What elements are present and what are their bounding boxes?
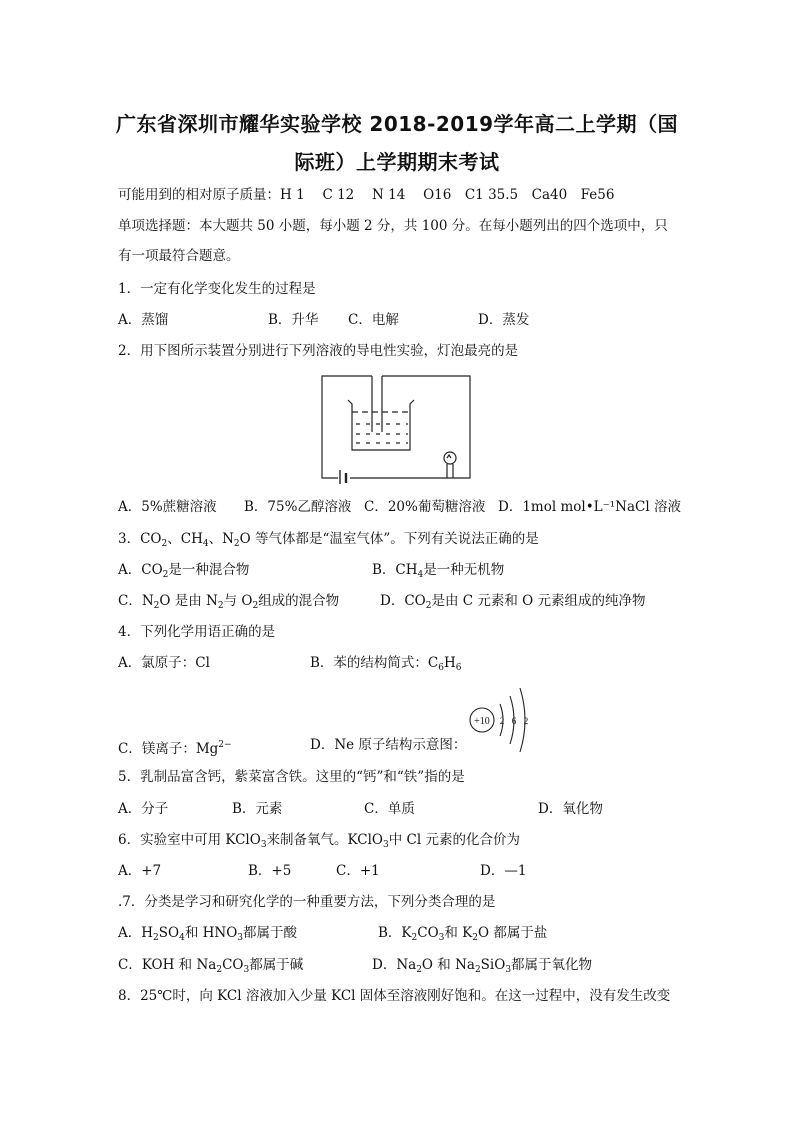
question-4-stem: 4．下列化学用语正确的是 — [118, 624, 276, 640]
q2-option-a: A．5%蔗糖溶液 — [118, 499, 217, 515]
instructions-line2: 有一项最符合题意。 — [118, 248, 240, 264]
atomic-mass-note: 可能用到的相对原子质量：H 1 C 12 N 14 O16 C1 35.5 Ca40 Fe56 — [118, 187, 615, 203]
q5-option-c: C．单质 — [364, 801, 415, 817]
q5-option-d: D．氧化物 — [538, 801, 603, 817]
q2-option-b: B．75%乙醇溶液 — [244, 499, 352, 515]
q2-option-d: D．1mol mol•L⁻¹NaCl 溶液 — [498, 499, 681, 515]
shell-1-electrons: 2 — [499, 716, 505, 726]
q1-option-b: B．升华 — [268, 312, 319, 328]
q6-option-d: D．—1 — [480, 863, 527, 879]
q5-option-a: A．分子 — [118, 801, 169, 817]
question-7-stem: .7．分类是学习和研究化学的一种重要方法，下列分类合理的是 — [118, 894, 496, 910]
question-3-stem: 3．$CO_2$、$CH_4$、$N_2O$ 等气体都是“温室气体”。下列有关说法正确的是 — [118, 531, 539, 549]
question-1-stem: 1．一定有化学变化发生的过程是 — [118, 281, 316, 297]
q7-option-d: D．$Na_2O$ 和 $Na_2SiO_3$都属于氧化物 — [372, 957, 593, 975]
q4-option-b: B．苯的结构简式：$C_6H_6$ — [310, 655, 462, 673]
ne-atom-structure-diagram — [462, 682, 534, 754]
exam-title-line2: 际班）上学期期末考试 — [294, 150, 500, 174]
q3-option-a: A．$CO_2$是一种混合物 — [118, 562, 250, 580]
exam-title-line1: 广东省深圳市耀华实验学校 2018-2019学年高二上学期（国 — [115, 112, 679, 136]
q6-option-a: A．+7 — [118, 863, 162, 879]
q7-option-b: B．$K_2CO_3$和 $K_2O$ 都属于盐 — [378, 925, 548, 943]
q4-option-c: C．镁离子：$Mg^{2-}$ — [118, 740, 232, 757]
q1-option-a: A．蒸馏 — [118, 312, 169, 328]
nucleus-charge: +10 — [474, 716, 490, 727]
shell-2-electrons: 6 — [511, 716, 517, 726]
question-2-stem: 2．用下图所示装置分别进行下列溶液的导电性实验，灯泡最亮的是 — [118, 343, 519, 359]
question-6-stem: 6．实验室中可用 KClO$_3$来制备氧气。KClO$_3$中 Cl 元素的化合价为 — [118, 832, 520, 850]
q1-option-d: D．蒸发 — [478, 312, 530, 328]
question-8-stem: 8．25℃时，向 KCl 溶液加入少量 KCl 固体至溶液刚好饱和。在这一过程中，没有发生改变 — [118, 988, 671, 1004]
q4-option-d: D．Ne 原子结构示意图： — [310, 737, 467, 753]
q4-option-a: A．氯原子：Cl — [118, 655, 210, 671]
q1-option-c: C．电解 — [348, 312, 399, 328]
q5-option-b: B．元素 — [232, 801, 283, 817]
conductivity-apparatus-diagram — [318, 370, 478, 484]
question-5-stem: 5．乳制品富含钙，紫菜富含铁。这里的“钙”和“铁”指的是 — [118, 769, 465, 785]
q7-option-c: C．KOH 和 $Na_2CO_3$都属于碱 — [118, 957, 304, 975]
shell-3-electrons: 2 — [523, 716, 529, 726]
q3-option-d: D．$CO_2$是由 C 元素和 O 元素组成的纯净物 — [380, 593, 646, 611]
q6-option-b: B．+5 — [248, 863, 292, 879]
instructions-line1: 单项选择题：本大题共 50 小题，每小题 2 分，共 100 分。在每小题列出的四个选项中，只 — [118, 218, 668, 234]
q2-option-c: C．20%葡萄糖溶液 — [364, 499, 486, 515]
q3-option-b: B．$CH_4$是一种无机物 — [372, 562, 505, 580]
q3-option-c: C．$N_2O$ 是由 $N_2$与 $O_2$组成的混合物 — [118, 593, 340, 611]
q6-option-c: C．+1 — [336, 863, 380, 879]
q7-option-a: A．$H_2SO_4$和 $HNO_3$都属于酸 — [118, 925, 298, 943]
